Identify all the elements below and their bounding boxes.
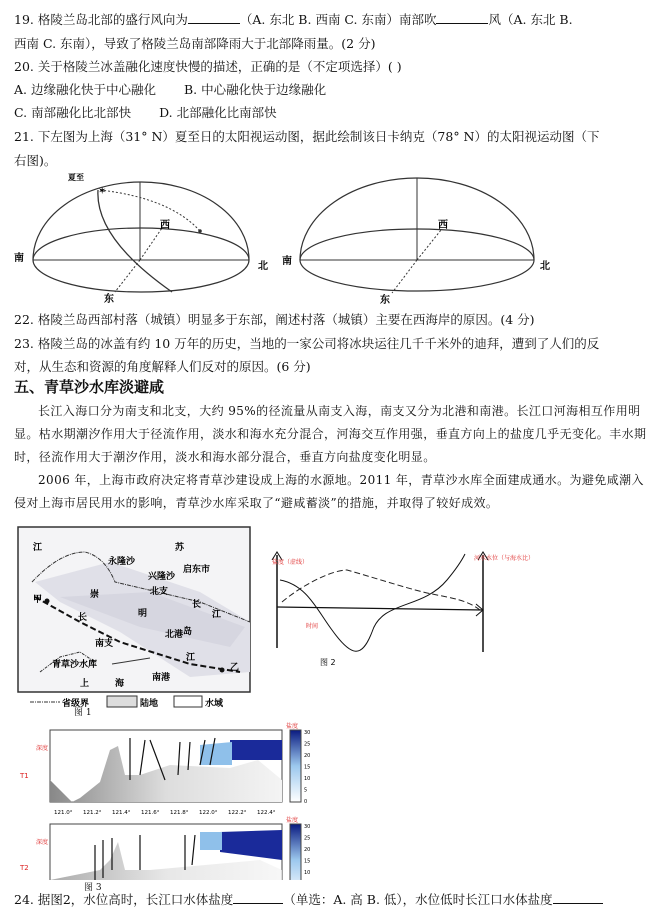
legend-provincial-border: 省级界: [62, 699, 90, 709]
label-north: 北: [258, 261, 268, 272]
paragraph-1: 长江入海口分为南支和北支，大约 95%的径流量从南支入海，南支又分为北港和南港。长江口河海相互作用明显。枯水期潮汐作用大于径流作用，淡水和海水充分混合，河海交互作用强，垂直方向上的盐度几乎无变化。丰水期时，径流作用大于潮汐作用，淡水和海水部分混合，垂直方向盐度变化明显。: [14, 404, 647, 464]
x-tick-label: 122.0°: [199, 810, 218, 816]
q19-text-a: 19. 格陵兰岛北部的盛行风向为: [14, 12, 188, 27]
question-20: 20. 关于格陵兰冰盖融化速度快慢的描述，正确的是（不定项选择）( ): [14, 59, 402, 74]
map-label-shang: 上: [80, 679, 90, 689]
sun-path-diagram-shanghai: [0, 168, 661, 308]
figure-1-map: [0, 522, 260, 694]
map-label-beigang: 北港: [165, 630, 184, 640]
map-label-qidong: 启东市: [183, 565, 211, 575]
salinity-scale-tick: 25: [304, 835, 311, 842]
map-label-beizhi: 北支: [150, 587, 169, 597]
map-label-dao: 岛: [183, 627, 193, 637]
option-b: B. 中心融化快于边缘融化: [183, 82, 327, 97]
figure-2-graph: [262, 540, 562, 670]
axis-label-salinity: 盐度（虚线）: [272, 559, 309, 566]
label-summer-solstice: 夏至: [68, 173, 84, 182]
label-east: 东: [104, 294, 114, 305]
figure-2-caption: 图 2: [320, 658, 336, 667]
salinity-scale-tick: 20: [304, 753, 311, 759]
figure-1-legend: [0, 694, 260, 709]
map-label-jia: 甲: [33, 595, 43, 605]
map-label-chong: 崇: [90, 590, 100, 600]
x-tick-label: 121.8°: [170, 810, 189, 816]
map-label-xinglongsha: 兴隆沙: [148, 572, 176, 582]
map-label-chang: 长: [78, 613, 88, 623]
label-depth: 深度: [36, 745, 49, 752]
map-label-ming: 明: [138, 609, 148, 619]
salinity-scale-tick: 15: [304, 858, 311, 865]
label-t1: T1: [20, 772, 29, 780]
x-tick-label: 121.2°: [83, 810, 102, 816]
salinity-scale-tick: 30: [304, 824, 311, 830]
axis-label-water-level: 河水水位（与海水比）: [474, 555, 535, 562]
map-label-nanzhi: 南支: [95, 639, 114, 649]
map-label-yi: 乙: [230, 663, 240, 673]
q19-text-c: 风（A. 东北 B.: [488, 12, 573, 27]
answer-blank: [188, 12, 240, 24]
label-north: 北: [540, 261, 550, 272]
sun-star-icon: ✶: [98, 186, 107, 197]
salinity-scale-tick: 5: [304, 787, 308, 794]
paragraph-2: 2006 年，上海市政府决定将青草沙建设成上海的水源地。2011 年，青草沙水库全面建成通水。为避免咸潮入侵对上海市居民用水的影响，青草沙水库采取了“避咸蓄淡”的措施，并取得了较好成效。: [14, 473, 644, 510]
q21-line2: 右图)。: [14, 153, 57, 168]
q20-options-ab: [14, 80, 326, 98]
question-19: [14, 10, 573, 28]
figure-3-caption: 图 3: [84, 883, 102, 893]
map-label-jiang: 江: [212, 610, 222, 620]
answer-blank: [436, 12, 488, 24]
map-label-hai: 海: [115, 679, 125, 689]
salinity-scale-tick: 30: [304, 730, 311, 736]
map-label-nangang: 南港: [152, 673, 171, 683]
salinity-scale-tick: 10: [304, 870, 311, 876]
salinity-scale-tick: 0: [304, 799, 308, 805]
legend-water: 水域: [205, 699, 224, 709]
salinity-scale-tick: 15: [304, 764, 311, 771]
label-west: 西: [160, 220, 170, 231]
question-22: 22. 格陵兰岛西部村落（城镇）明显多于东部，阐述村落（城镇）主要在西海岸的原因。(4 分): [14, 312, 535, 327]
section-title: 五、青草沙水库淡避咸: [14, 378, 165, 396]
label-salinity: 盐度: [286, 817, 299, 824]
label-east: 东: [380, 295, 390, 306]
map-label-reservoir: 青草沙水库: [52, 660, 98, 670]
x-tick-label: 121.6°: [141, 810, 160, 816]
x-tick-label: 122.4°: [257, 810, 276, 816]
axis-label-time: 时间: [306, 623, 319, 630]
answer-blank: [553, 892, 603, 904]
q19-text-b: （A. 东北 B. 西南 C. 东南）南部吹: [239, 12, 437, 27]
option-a: A. 边缘融化快于中心融化: [14, 82, 156, 97]
option-c: C. 南部融化比北部快: [14, 105, 132, 120]
map-label-jiang: 江: [186, 653, 196, 663]
label-depth: 深度: [36, 839, 49, 846]
map-label-su: 苏: [175, 543, 185, 553]
q24-text-a: 24. 据图2，水位高时，长江口水体盐度: [14, 892, 234, 907]
question-24: [14, 890, 603, 908]
x-tick-label: 121.0°: [54, 810, 73, 816]
label-west: 西: [438, 220, 448, 231]
label-south: 南: [14, 253, 24, 264]
salinity-scale-tick: 25: [304, 741, 311, 748]
question-21: 21. 下左图为上海（31° N）夏至日的太阳视运动图，据此绘制该日卡纳克（78° N）的太阳视运动图（下: [14, 129, 600, 144]
q23-line2: 对，从生态和资源的角度解释人们反对的原因。(6 分): [14, 359, 311, 374]
figure-1-caption: 图 1: [74, 708, 92, 718]
label-salinity: 盐度: [286, 723, 299, 730]
map-label-chang: 长: [192, 600, 202, 610]
q19-line2: 西南 C. 东南），导致了格陵兰岛南部降雨大于北部降雨量。(2 分): [14, 36, 376, 51]
salinity-scale-tick: 20: [304, 847, 311, 853]
x-tick-label: 122.2°: [228, 810, 247, 816]
option-d: D. 北部融化比南部快: [159, 105, 277, 120]
question-23: 23. 格陵兰岛的冰盖有约 10 万年的历史，当地的一家公司将冰块运往几千千米外的迪拜，遭到了人们的反: [14, 336, 600, 351]
label-t2: T2: [20, 864, 29, 872]
answer-blank: [233, 892, 283, 904]
q24-text-b: （单选：A. 高 B. 低），水位低时长江口水体盐度: [283, 892, 553, 907]
salinity-scale-tick: 10: [304, 776, 311, 782]
map-label-jiang: 江: [33, 543, 43, 553]
figure-3-salinity-sections: [0, 720, 320, 880]
q20-options-cd: [14, 103, 277, 121]
label-south: 南: [282, 256, 292, 267]
x-tick-label: 121.4°: [112, 810, 131, 816]
map-label-yonglongsha: 永隆沙: [108, 557, 136, 567]
legend-land: 陆地: [140, 699, 159, 709]
